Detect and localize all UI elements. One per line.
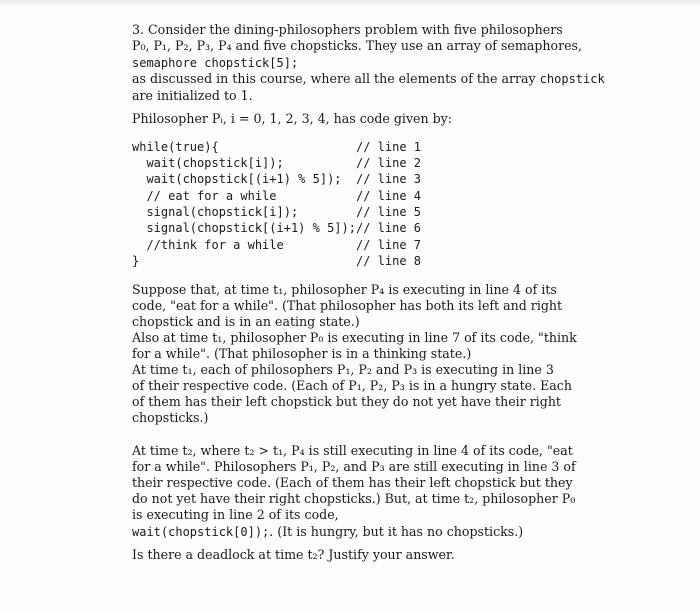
code-line-4: // eat for a while — [132, 189, 277, 203]
scenario1-line-4: Also at time t₁, philosopher P₀ is executing in line 7 of its code, "think — [132, 330, 577, 345]
code-comment-3: // line 3 — [356, 172, 422, 186]
code-line-1: while(true){ — [132, 140, 219, 154]
question-line-5: are initialized to 1. — [132, 88, 253, 103]
code-comment-7: // line 7 — [356, 238, 422, 252]
question-line-1: 3. Consider the dining-philosophers problem with five philosophers — [132, 22, 563, 37]
question-line-2: P₀, P₁, P₂, P₃, P₄ and five chopsticks. They use an array of semaphores, — [132, 38, 583, 53]
chopstick-code-term: chopstick — [539, 72, 605, 86]
code-line-3: wait(chopstick[(i+1) % 5]); — [132, 172, 342, 186]
scenario1-line-3: chopstick and is in an eating state.) — [132, 314, 360, 329]
code-line-8: } — [132, 254, 140, 268]
scenario2-line-6-text: . (It is hungry, but it has no chopsticks.) — [269, 524, 524, 539]
scenario1-line-7: of their respective code. (Each of P₁, P₂, P₃ is in a hungry state. Each — [132, 378, 572, 393]
code-comment-4: // line 4 — [356, 189, 422, 203]
code-comment-8: // line 8 — [356, 254, 422, 268]
scenario2-line-2: for a while". Philosophers P₁, P₂, and P₃ are still executing in line 3 of — [132, 459, 576, 474]
scenario1-line-8: of them has their left chopstick but they do not yet have their right — [132, 394, 561, 409]
scenario2-line-6 — [132, 524, 523, 540]
scenario1-line-5: for a while". (That philosopher is in a thinking state.) — [132, 346, 472, 361]
code-comment-5: // line 5 — [356, 205, 422, 219]
scenario1-line-9: chopsticks.) — [132, 410, 209, 425]
deadlock-question: Is there a deadlock at time t₂? Justify your answer. — [132, 547, 455, 562]
code-comment-2: // line 2 — [356, 156, 422, 170]
scenario2-line-5: is executing in line 2 of its code, — [132, 507, 339, 522]
scenario2-line-4: do not yet have their right chopsticks.) But, at time t₂, philosopher P₀ — [132, 491, 576, 506]
scenario1-line-6: At time t₁, each of philosophers P₁, P₂ and P₃ is executing in line 3 — [132, 362, 554, 377]
question-line-4-text: as discussed in this course, where all the elements of the array — [132, 71, 540, 86]
philosopher-code-intro: Philosopher Pᵢ, i = 0, 1, 2, 3, 4, has code given by: — [132, 111, 453, 126]
semaphore-declaration: semaphore chopstick[5]; — [132, 56, 299, 70]
code-line-7: //think for a while — [132, 238, 284, 252]
code-comment-6: // line 6 — [356, 221, 422, 235]
question-line-4 — [132, 71, 605, 87]
code-line-2: wait(chopstick[i]); — [132, 156, 284, 170]
scenario1-line-1: Suppose that, at time t₁, philosopher P₄ is executing in line 4 of its — [132, 282, 557, 297]
wait-call-code: wait(chopstick[0]); — [132, 525, 270, 539]
scenario2-line-1: At time t₂, where t₂ > t₁, P₄ is still executing in line 4 of its code, "eat — [132, 443, 573, 458]
code-line-5: signal(chopstick[i]); — [132, 205, 299, 219]
scenario1-line-2: code, "eat for a while". (That philosopher has both its left and right — [132, 298, 563, 313]
page-shadow — [0, 0, 700, 6]
scenario2-line-3: their respective code. (Each of them has their left chopstick but they — [132, 475, 573, 490]
code-comment-1: // line 1 — [356, 140, 422, 154]
code-line-6: signal(chopstick[(i+1) % 5]); — [132, 221, 356, 235]
